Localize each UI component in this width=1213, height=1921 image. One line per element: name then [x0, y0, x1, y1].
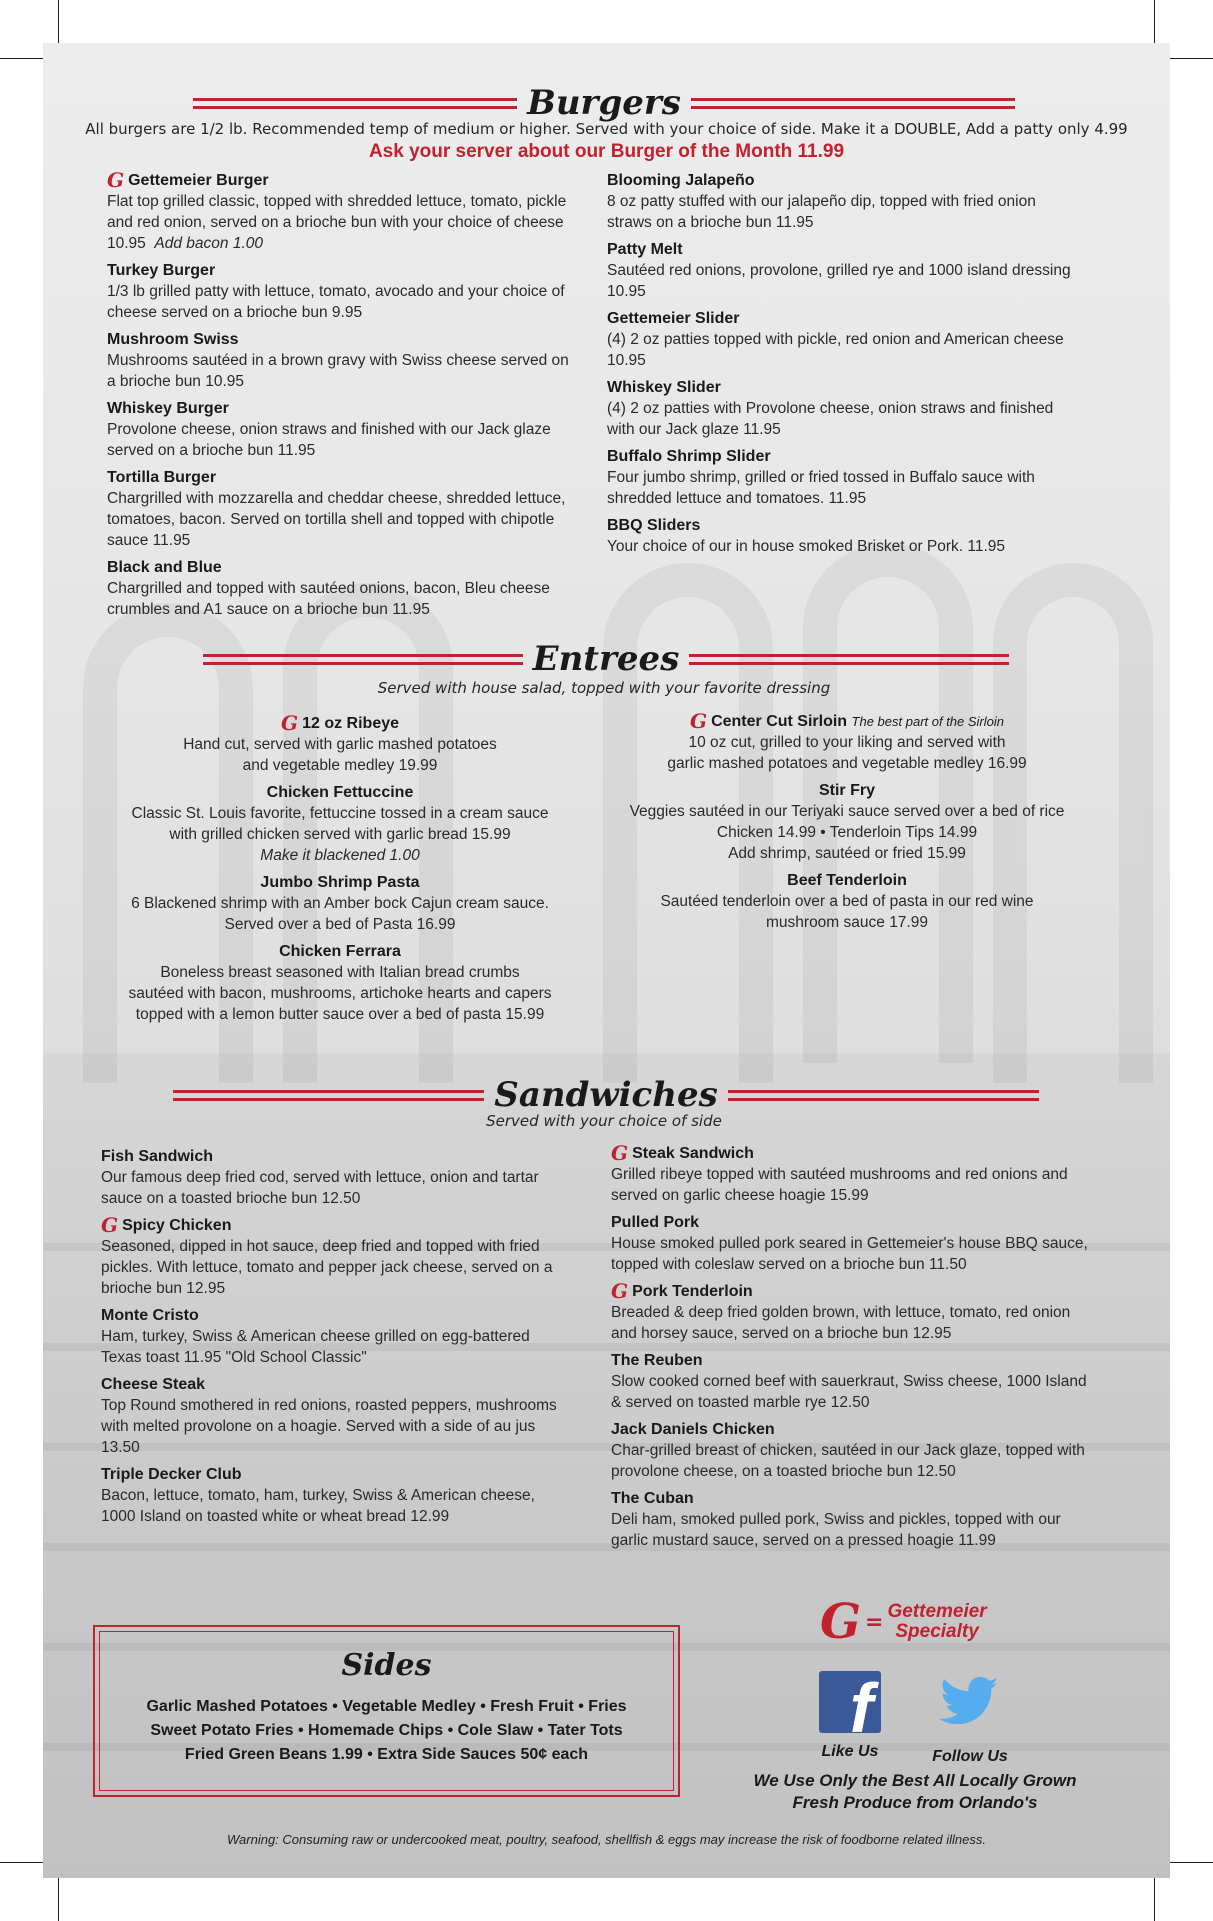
menu-item: [611, 1350, 1091, 1413]
crop-mark: [58, 0, 59, 48]
entrees-title: Entrees: [532, 639, 680, 679]
item-name: G Spicy Chicken: [101, 1213, 232, 1237]
item-desc-line: sautéed with bacon, mushrooms, artichoke hearts and capers: [128, 985, 552, 1002]
item-tagline: The best part of the Sirloin: [851, 714, 1005, 729]
header-rule: [691, 98, 1015, 109]
gettemeier-g-icon: G: [611, 1279, 629, 1303]
sides-box: [93, 1625, 680, 1797]
menu-item: [611, 1419, 1091, 1482]
item-desc-line: with grilled chicken served with garlic bread 15.99: [169, 826, 511, 843]
item-desc: Top Round smothered in red onions, roasted peppers, mushrooms with melted provolone on a hoagie. Served with a side of au jus 13.50: [101, 1397, 557, 1456]
food-safety-warning: Warning: Consuming raw or undercooked meat, poultry, seafood, shellfish & eggs may increase the risk of foodborne related illness.: [227, 1832, 986, 1847]
item-desc: House smoked pulled pork seared in Gettemeier's house BBQ sauce, topped with coleslaw served on a brioche bun 11.50: [611, 1235, 1088, 1273]
sandwiches-right-column: [611, 1143, 1091, 1557]
twitter-link[interactable]: [925, 1671, 1015, 1766]
item-name: The Cuban: [611, 1490, 694, 1507]
item-name: Jumbo Shrimp Pasta: [260, 874, 420, 891]
item-name: Stir Fry: [818, 782, 875, 799]
item-desc: Chargrilled and topped with sautéed onions, bacon, Bleu cheese crumbles and A1 sauce on a brioche bun 11.95: [107, 580, 550, 618]
menu-item: [107, 329, 577, 392]
item-desc-line: and vegetable medley 19.99: [242, 757, 438, 774]
crop-mark: [58, 1873, 59, 1921]
gettemeier-g-icon: G: [101, 1213, 119, 1237]
menu-item: [611, 1488, 1091, 1551]
item-desc-line: 6 Blackened shrimp with an Amber bock Cajun cream sauce.: [131, 895, 549, 912]
menu-item: [107, 467, 577, 551]
entree-item: [100, 872, 580, 935]
item-name: BBQ Sliders: [607, 517, 701, 534]
item-desc: Provolone cheese, onion straws and finished with our Jack glaze served on a brioche bun 11.95: [107, 421, 551, 459]
sides-line: Fried Green Beans 1.99 • Extra Side Sauces 50¢ each: [184, 1746, 589, 1763]
item-name: Buffalo Shrimp Slider: [607, 448, 771, 465]
header-rule: [689, 654, 1009, 665]
header-rule: [193, 98, 517, 109]
item-desc-line: topped with a lemon butter sauce over a bed of pasta 15.99: [135, 1006, 545, 1023]
item-name: Fish Sandwich: [101, 1148, 214, 1165]
specialty-legend: [820, 1594, 987, 1650]
menu-item: [107, 398, 577, 461]
sides-list: [100, 1695, 673, 1767]
item-desc-line: Served over a bed of Pasta 16.99: [224, 916, 456, 933]
gettemeier-g-icon: G: [820, 1594, 861, 1650]
item-desc: Char-grilled breast of chicken, sautéed in our Jack glaze, topped with provolone cheese, on a toasted brioche bun 12.50: [611, 1442, 1085, 1480]
menu-item: [107, 557, 577, 620]
item-name: Mushroom Swiss: [107, 331, 239, 348]
entrees-header: [203, 639, 1009, 679]
facebook-icon: f: [819, 1671, 881, 1733]
sandwiches-subtitle: Served with your choice of side: [486, 1112, 722, 1130]
item-name: Whiskey Slider: [607, 379, 721, 396]
menu-item: [607, 377, 1077, 440]
item-desc-line: 10 oz cut, grilled to your liking and served with: [688, 734, 1006, 751]
menu-item: [107, 260, 577, 323]
item-desc: Our famous deep fried cod, served with lettuce, onion and tartar sauce on a toasted brioche bun 12.50: [101, 1169, 539, 1207]
legend-text: Gettemeier Specialty: [887, 1601, 987, 1642]
item-desc-line: Veggies sautéed in our Teriyaki sauce served over a bed of rice: [629, 803, 1065, 820]
facebook-label: Like Us: [821, 1743, 879, 1760]
menu-item: [101, 1146, 571, 1209]
item-desc: Seasoned, dipped in hot sauce, deep fried and topped with fried pickles. With lettuce, tomato and pepper jack cheese, served on a brioche bun 12.95: [101, 1238, 553, 1297]
item-desc: Chargrilled with mozzarella and cheddar cheese, shredded lettuce, tomatoes, bacon. Served on tortilla shell and topped with chipotle sauce 11.95: [107, 490, 566, 549]
item-name: G Gettemeier Burger: [107, 168, 269, 192]
item-desc: Deli ham, smoked pulled pork, Swiss and pickles, topped with our garlic mustard sauce, served on a pressed hoagie 11.99: [611, 1511, 1061, 1549]
burgers-subtitle: All burgers are 1/2 lb. Recommended temp of medium or higher. Served with your choice of side. Make it a DOUBLE, Add a patty only 4.99: [85, 120, 1128, 138]
menu-item: [611, 1143, 1091, 1206]
burger-of-month-callout: Ask your server about our Burger of the Month 11.99: [368, 141, 845, 162]
twitter-label: Follow Us: [932, 1748, 1008, 1765]
item-name: G Center Cut Sirloin The best part of the Sirloin: [689, 709, 1005, 733]
item-name: Blooming Jalapeño: [607, 172, 755, 189]
entree-item: [607, 711, 1087, 774]
header-rule: [203, 654, 523, 665]
item-desc: Four jumbo shrimp, grilled or fried tossed in Buffalo sauce with shredded lettuce and tomatoes. 11.95: [607, 469, 1035, 507]
item-desc: (4) 2 oz patties with Provolone cheese, onion straws and finished with our Jack glaze 11.95: [607, 400, 1054, 438]
item-name: The Reuben: [611, 1352, 703, 1369]
crop-mark: [1165, 58, 1213, 59]
item-name: Monte Cristo: [101, 1307, 199, 1324]
header-rule: [728, 1090, 1039, 1101]
legend-equals: =: [865, 1609, 884, 1635]
item-desc-line: Boneless breast seasoned with Italian bread crumbs: [160, 964, 520, 981]
menu-item: [607, 308, 1077, 371]
item-name: G Pork Tenderloin: [611, 1279, 753, 1303]
menu-item: [607, 239, 1077, 302]
item-desc: Your choice of our in house smoked Brisket or Pork. 11.95: [607, 538, 1006, 555]
item-name: Cheese Steak: [101, 1376, 206, 1393]
item-name: Jack Daniels Chicken: [611, 1421, 775, 1438]
menu-item: [611, 1212, 1091, 1275]
item-desc-line: mushroom sauce 17.99: [766, 914, 928, 931]
item-desc: Bacon, lettuce, tomato, ham, turkey, Swiss & American cheese, 1000 Island on toasted white or wheat bread 12.99: [101, 1487, 535, 1525]
item-desc-line: Classic St. Louis favorite, fettuccine tossed in a cream sauce: [131, 805, 549, 822]
item-name: Pulled Pork: [611, 1214, 700, 1231]
facebook-link[interactable]: [810, 1671, 890, 1761]
sides-line: Sweet Potato Fries • Homemade Chips • Cole Slaw • Tater Tots: [150, 1722, 623, 1739]
menu-item: [107, 170, 577, 254]
crop-mark: [1165, 1862, 1213, 1863]
sandwiches-title: Sandwiches: [494, 1075, 718, 1115]
entrees-right-column: [607, 711, 1087, 939]
burgers-right-column: [607, 170, 1077, 563]
menu-item: [101, 1305, 571, 1368]
produce-note: We Use Only the Best All Locally Grown Fresh Produce from Orlando's: [753, 1771, 1077, 1812]
item-name: Gettemeier Slider: [607, 310, 740, 327]
item-desc-line: garlic mashed potatoes and vegetable medley 16.99: [667, 755, 1027, 772]
sides-box-inner: [99, 1631, 674, 1791]
item-name: Chicken Ferrara: [279, 943, 401, 960]
item-desc: Ham, turkey, Swiss & American cheese grilled on egg-battered Texas toast 11.95 "Old School Classic": [101, 1328, 530, 1366]
sandwiches-left-column: [101, 1146, 571, 1533]
item-desc: Breaded & deep fried golden brown, with lettuce, tomato, red onion and horsey sauce, served on a brioche bun 12.95: [611, 1304, 1071, 1342]
menu-item: [607, 515, 1077, 557]
item-desc: 8 oz patty stuffed with our jalapeño dip, topped with fried onion straws on a brioche bun 11.95: [607, 193, 1036, 231]
entree-item: [607, 780, 1087, 864]
item-name: Whiskey Burger: [107, 400, 229, 417]
item-desc: Sautéed red onions, provolone, grilled rye and 1000 island dressing 10.95: [607, 262, 1071, 300]
sides-title: Sides: [341, 1648, 432, 1683]
menu-item: [101, 1215, 571, 1299]
item-desc-line: Chicken 14.99 • Tenderloin Tips 14.99: [716, 824, 978, 841]
item-desc-line: Hand cut, served with garlic mashed potatoes: [183, 736, 497, 753]
sides-line: Garlic Mashed Potatoes • Vegetable Medley • Fresh Fruit • Fries: [146, 1698, 627, 1715]
burgers-title: Burgers: [527, 83, 681, 123]
gettemeier-g-icon: G: [280, 711, 299, 735]
menu-item: [607, 170, 1077, 233]
item-name: Black and Blue: [107, 559, 222, 576]
item-name: Tortilla Burger: [107, 469, 217, 486]
crop-mark: [1154, 0, 1155, 48]
entrees-left-column: [100, 713, 580, 1031]
entree-item: [100, 941, 580, 1025]
item-desc: Slow cooked corned beef with sauerkraut, Swiss cheese, 1000 Island & served on toasted marble rye 12.50: [611, 1373, 1087, 1411]
entree-item: [100, 713, 580, 776]
item-name: Patty Melt: [607, 241, 683, 258]
item-name: G Steak Sandwich: [611, 1141, 754, 1165]
menu-item: [611, 1281, 1091, 1344]
burgers-left-column: [107, 170, 577, 626]
item-desc-line: Add shrimp, sautéed or fried 15.99: [728, 845, 966, 862]
gettemeier-g-icon: G: [689, 709, 708, 733]
item-note: Make it blackened 1.00: [260, 847, 420, 864]
gettemeier-g-icon: G: [107, 168, 125, 192]
crop-mark: [0, 1862, 48, 1863]
item-name: Beef Tenderloin: [787, 872, 907, 889]
crop-mark: [0, 58, 48, 59]
header-rule: [173, 1090, 484, 1101]
burgers-header: [193, 83, 1015, 123]
item-name: Turkey Burger: [107, 262, 216, 279]
menu-item: [101, 1464, 571, 1527]
entree-item: [100, 782, 580, 866]
menu-item: [607, 446, 1077, 509]
item-desc: Flat top grilled classic, topped with shredded lettuce, tomato, pickle and red onion, served on a brioche bun with your choice of cheese 10.95 Add bacon 1.00: [107, 193, 567, 252]
item-desc: 1/3 lb grilled patty with lettuce, tomato, avocado and your choice of cheese served on a brioche bun 9.95: [107, 283, 565, 321]
menu-item: [101, 1374, 571, 1458]
twitter-bird-icon: [935, 1671, 1005, 1733]
item-name: Chicken Fettuccine: [266, 784, 414, 801]
item-desc: (4) 2 oz patties topped with pickle, red onion and American cheese 10.95: [607, 331, 1064, 369]
item-name: G 12 oz Ribeye: [280, 711, 400, 735]
sandwiches-header: [173, 1075, 1039, 1115]
item-name: Triple Decker Club: [101, 1466, 242, 1483]
entrees-subtitle: Served with house salad, topped with your favorite dressing: [377, 679, 831, 697]
item-desc: Grilled ribeye topped with sautéed mushrooms and red onions and served on garlic cheese hoagie 15.99: [611, 1166, 1068, 1204]
item-desc-line: Sautéed tenderloin over a bed of pasta in our red wine: [660, 893, 1034, 910]
crop-mark: [1154, 1873, 1155, 1921]
gettemeier-g-icon: G: [611, 1141, 629, 1165]
entree-item: [607, 870, 1087, 933]
item-desc: Mushrooms sautéed in a brown gravy with Swiss cheese served on a brioche bun 10.95: [107, 352, 569, 390]
